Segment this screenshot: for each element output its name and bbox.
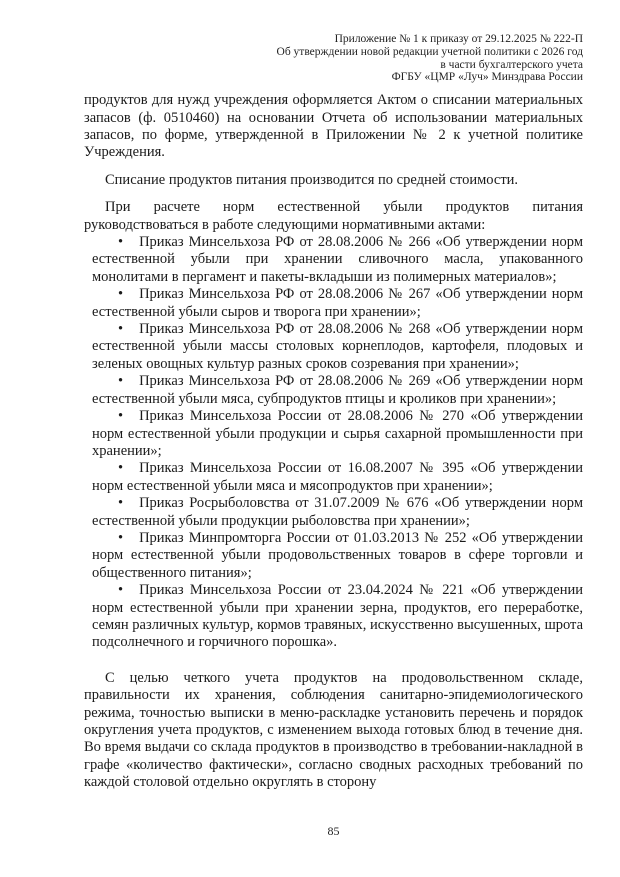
- header-line-order-title: Об утверждении новой редакции учетной политики с 2026 год: [276, 45, 583, 58]
- paragraph-norms-intro: При расчете норм естественной убыли продуктов питания руководствоваться в работе следующими нормативными актами:: [84, 199, 583, 233]
- list-item-act-266: • Приказ Минсельхоза РФ от 28.08.2006 № 266 «Об утверждении норм естественной убыли при хранении сливочного масла, упакованного монолитами в пергамент и пакеты-вкладыши из полимерных материалов»;: [92, 234, 583, 286]
- header-line-organization: ФГБУ «ЦМР «Луч» Минздрава России: [391, 71, 583, 84]
- document-header: [120, 33, 583, 84]
- list-item-act-676: • Приказ Росрыболовства от 31.07.2009 № 676 «Об утверждении норм естественной убыли продукции рыболовства при хранении»;: [92, 495, 583, 530]
- document-body: [84, 92, 583, 791]
- list-item-act-267: • Приказ Минсельхоза РФ от 28.08.2006 № 267 «Об утверждении норм естественной убыли сыров и творога при хранении»;: [92, 286, 583, 321]
- header-line-accounting-part: в части бухгалтерского учета: [440, 58, 583, 71]
- list-item-act-268: • Приказ Минсельхоза РФ от 28.08.2006 № 268 «Об утверждении норм естественной убыли массы столовых корнеплодов, картофеля, плодовых и зеленых овощных культур разных сроков созревания при хранении»;: [92, 321, 583, 373]
- list-item-act-395: • Приказ Минсельхоза России от 16.08.2007 № 395 «Об утверждении норм естественной убыли мяса и мясопродуктов при хранении»;: [92, 460, 583, 495]
- list-item-act-252: • Приказ Минпромторга России от 01.03.2013 № 252 «Об утверждении норм естественной убыли продовольственных товаров в сфере торговли и общественного питания»;: [92, 530, 583, 582]
- page-number: 85: [327, 824, 340, 838]
- list-item-act-270: • Приказ Минсельхоза России от 28.08.2006 № 270 «Об утверждении норм естественной убыли продукции и сырья сахарной промышленности при хранении»;: [92, 408, 583, 460]
- paragraph-accounting-procedure: С целью четкого учета продуктов на продовольственном складе, правильности их хранения, соблюдения санитарно-эпидемиологического режима, точностью выписки в меню-раскладке установить перечень и порядок округления учета продуктов, с изменением выхода готовых блюд в течение дня. Во время выдачи со склада продуктов в производство в требовании-накладной в графе «количество фактически», согласно сводных расходных требований по каждой столовой отдельно округлять в сторону: [84, 669, 583, 791]
- header-line-appendix: Приложение № 1 к приказу от 29.12.2025 № 222-П: [334, 33, 583, 45]
- list-item-act-221: • Приказ Минсельхоза России от 23.04.2024 № 221 «Об утверждении норм естественной убыли при хранении зерна, продуктов, его переработке, семян различных культур, кормов травяных, искусственно высушенных, шрота подсолнечного и горчичного порошка».: [92, 582, 583, 652]
- normative-acts-list: [84, 234, 583, 652]
- paragraph-average-cost: Списание продуктов питания производится по средней стоимости.: [105, 171, 519, 188]
- list-item-act-269: • Приказ Минсельхоза РФ от 28.08.2006 № 269 «Об утверждении норм естественной убыли мяса, субпродуктов птицы и кроликов при хранении»;: [92, 373, 583, 408]
- paragraph-writeoff-act: продуктов для нужд учреждения оформляется Актом о списании материальных запасов (ф. 0510460) на основании Отчета об использовании материальных запасов, по форме, утвержденной в Приложении № 2 к учетной политике Учреждения.: [84, 92, 583, 161]
- page-footer: [84, 824, 583, 839]
